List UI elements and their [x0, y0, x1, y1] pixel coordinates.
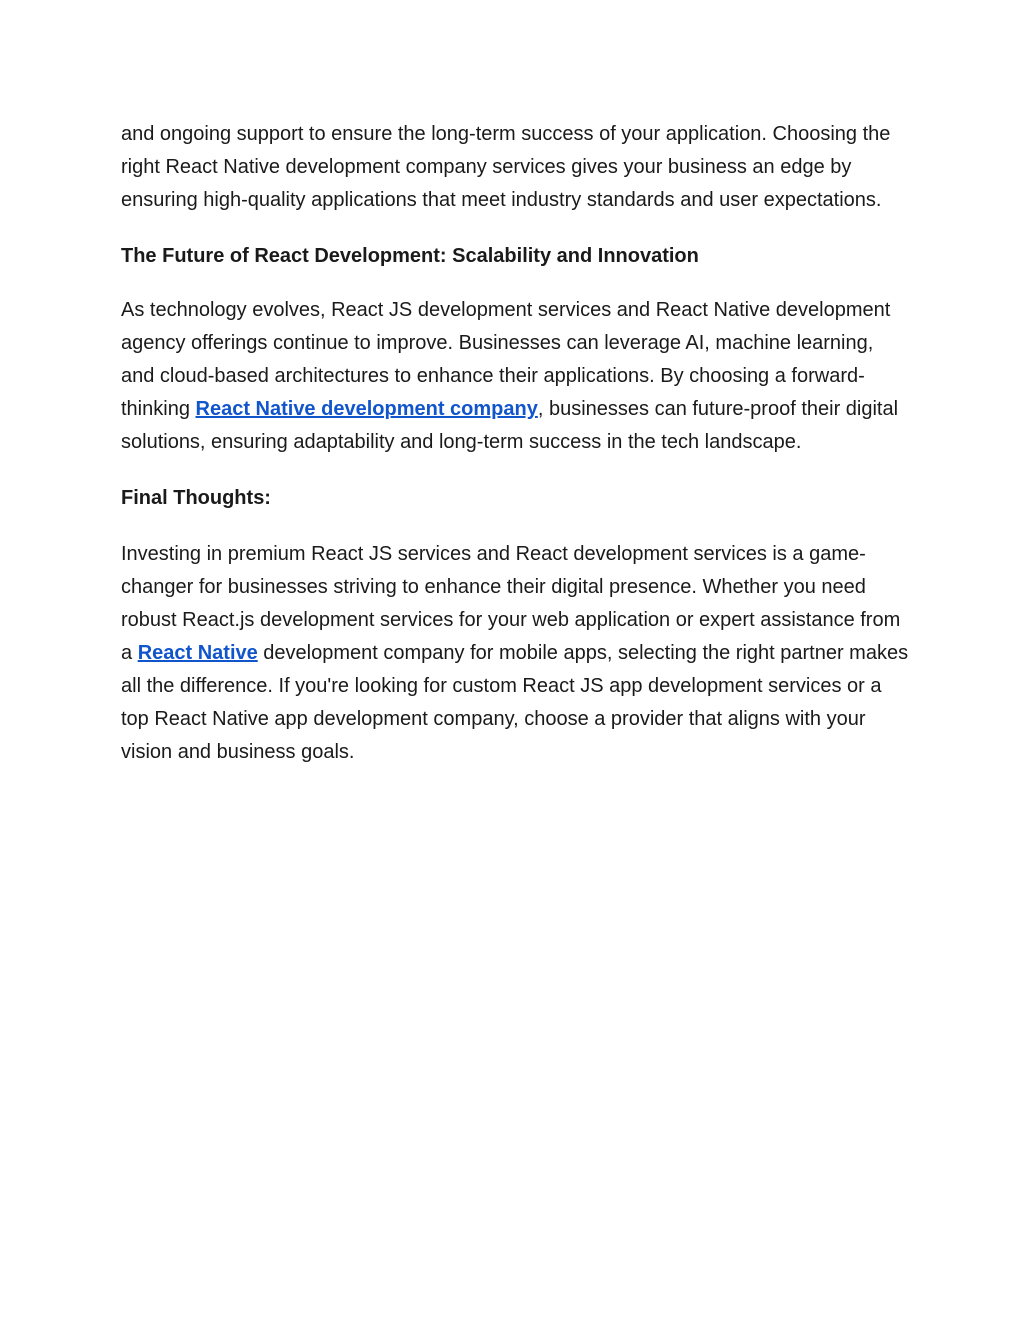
section-heading-future: The Future of React Development: Scalability and Innovation	[121, 245, 699, 267]
future-paragraph-text-start: As technology evolves, React JS development services and React Native development agency offerings continue to improve. Businesses can leverage AI, machine learning, and cloud-based architectures to enhance their applications. By choosing a forward-thinking	[121, 299, 891, 420]
final-paragraph	[121, 538, 911, 769]
intro-paragraph: and ongoing support to ensure the long-term success of your application. Choosing the right React Native development company services gives your business an edge by ensuring high-quality applications that meet industry standards and user expectations.	[121, 123, 891, 211]
react-native-development-company-link[interactable]: React Native development company	[195, 398, 538, 420]
future-paragraph-text-end: , businesses can future-proof their digital solutions, ensuring adaptability and long-term success in the tech landscape.	[121, 398, 899, 453]
section-heading-final-thoughts: Final Thoughts:	[121, 487, 271, 509]
final-paragraph-text-end: development company for mobile apps, selecting the right partner makes all the difference. If you're looking for custom React JS app development services or a top React Native app development company, choose a provider that aligns with your vision and business goals.	[121, 642, 909, 763]
future-paragraph	[121, 294, 911, 459]
document-page	[121, 118, 911, 769]
react-native-link[interactable]: React Native	[137, 642, 258, 664]
final-paragraph-text-start: Investing in premium React JS services and React development services is a game-changer for businesses striving to enhance their digital presence. Whether you need robust React.js development services for your web application or expert assistance from a	[121, 543, 901, 664]
